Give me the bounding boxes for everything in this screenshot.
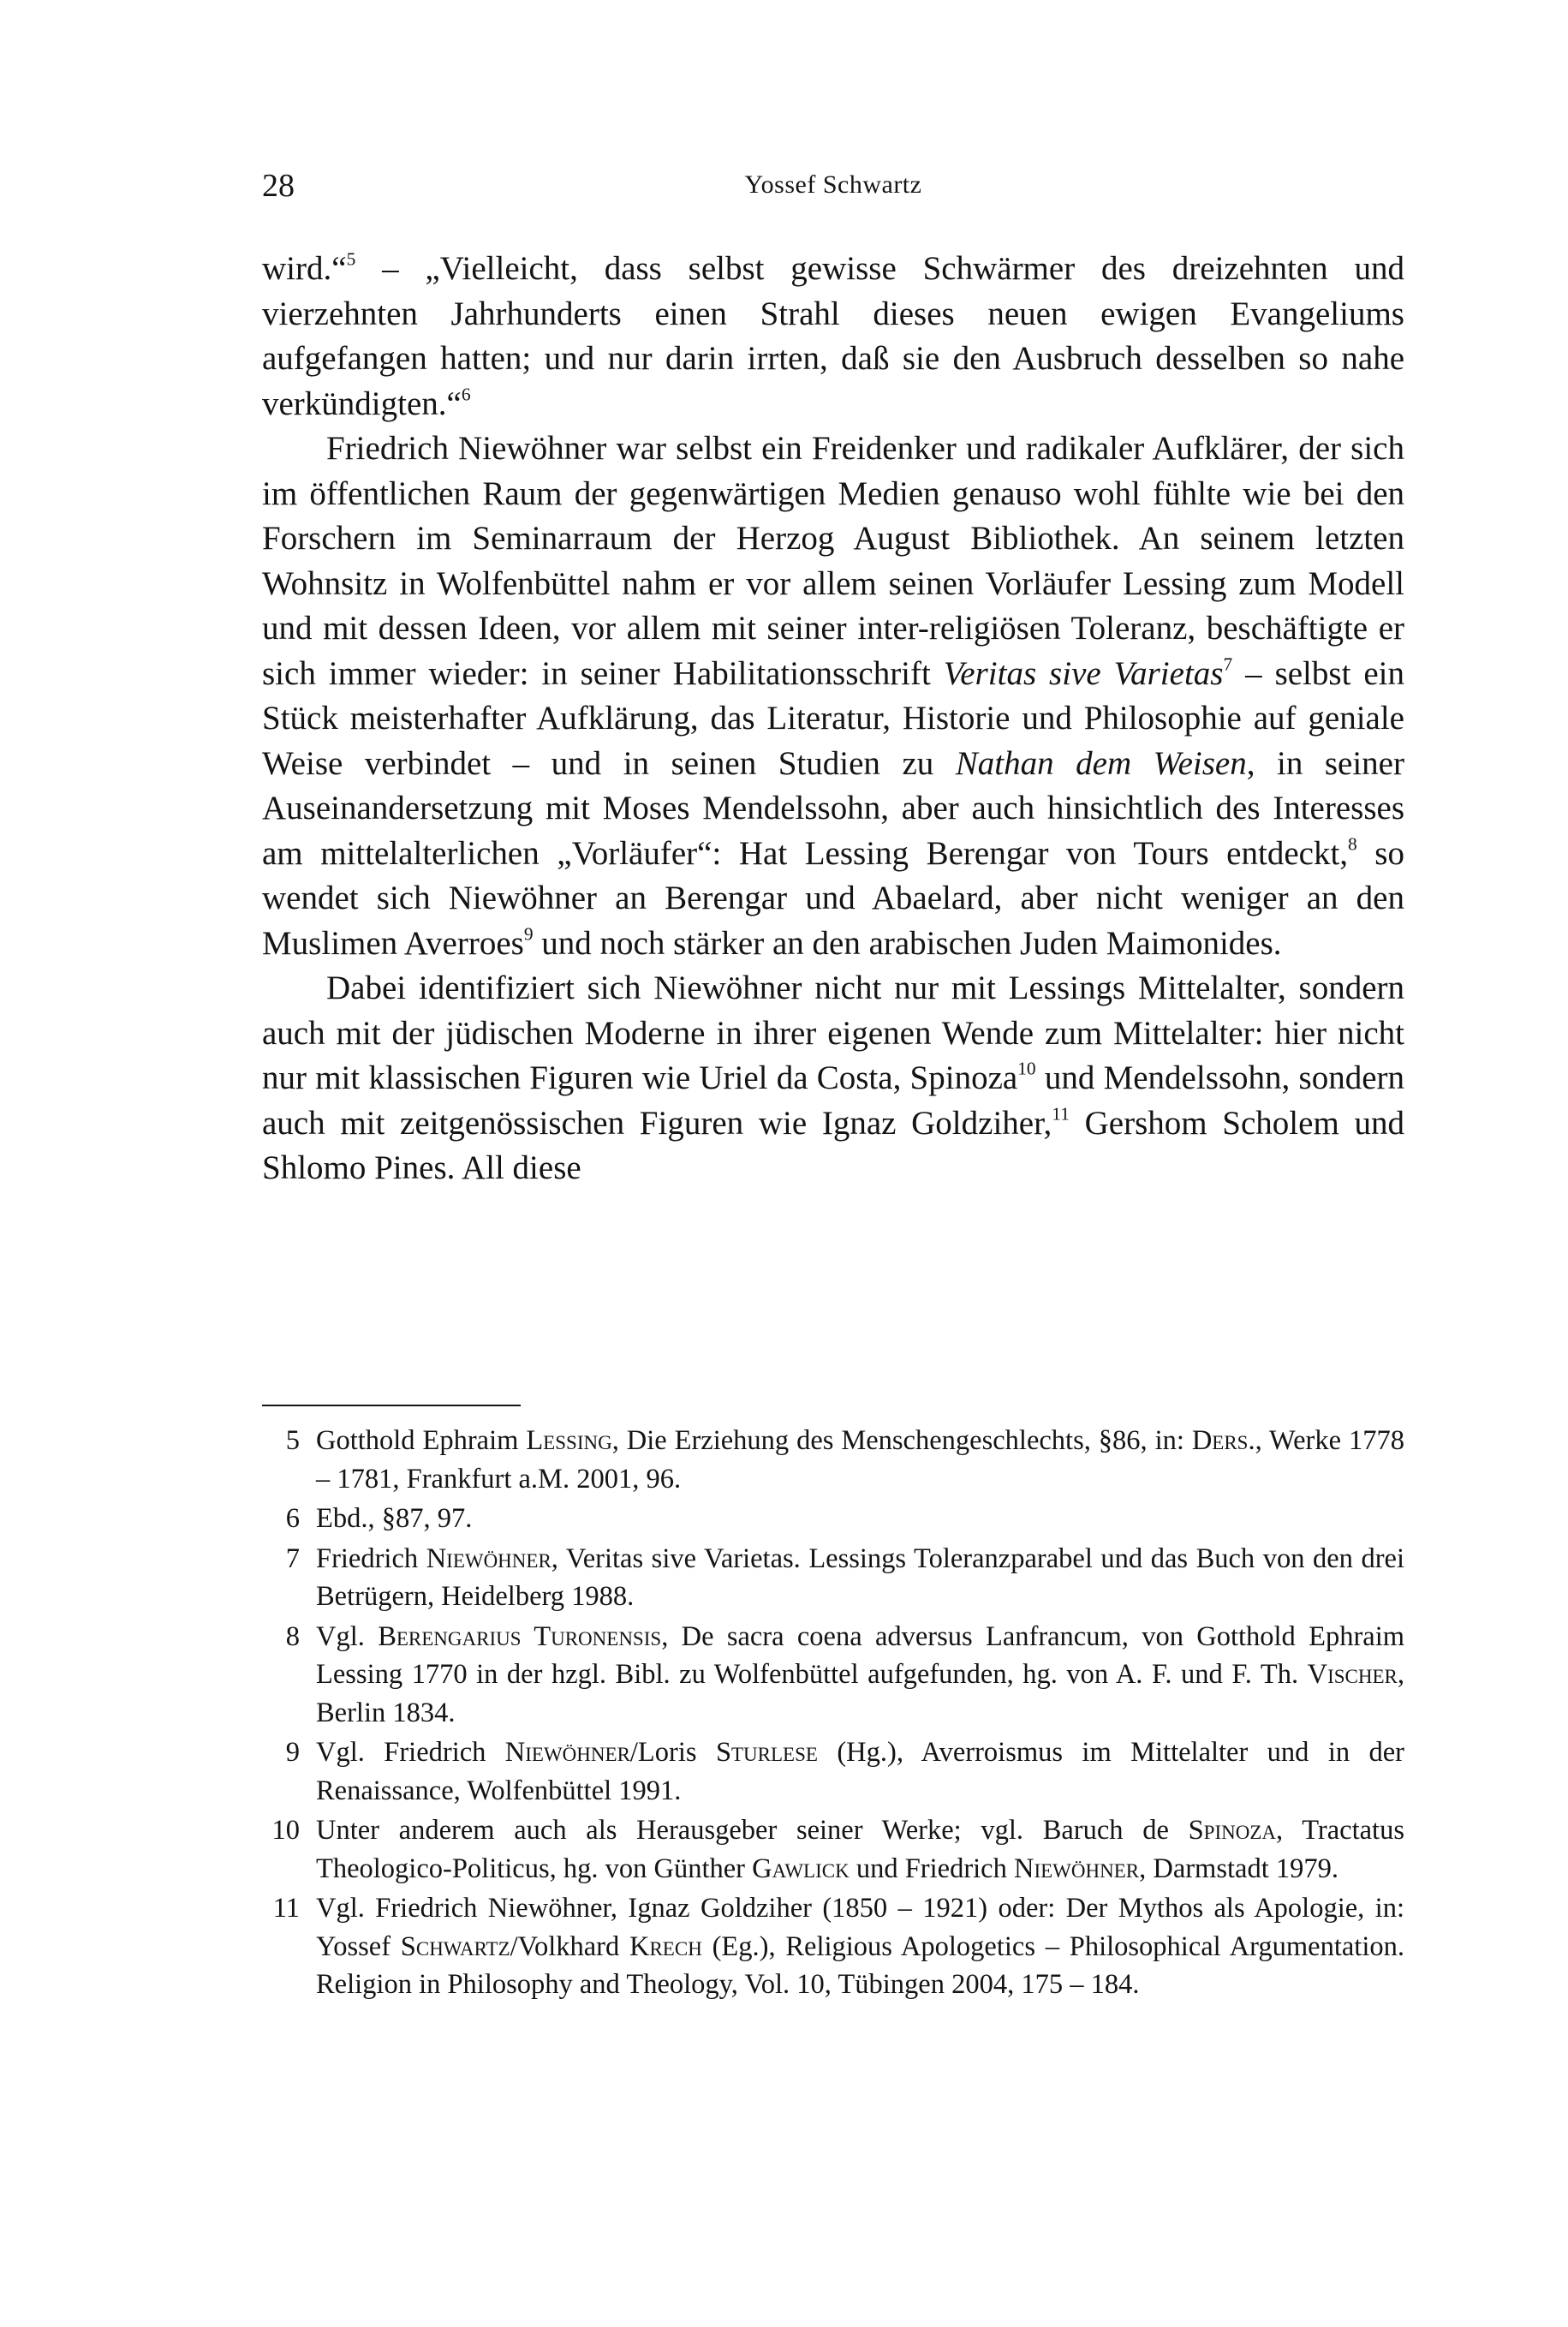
page-header [262, 167, 1404, 210]
footnote-8 [262, 1618, 1404, 1733]
author-name: Lessing [526, 1425, 612, 1456]
footnote-number: 5 [285, 1425, 300, 1456]
footnote-text: Unter anderem auch als Herausgeber seiner Werke; vgl. Baruch de Spinoza, Tractatus Theologico-Politicus, hg. von Günther Gawlick und Friedrich Niewöhner, Darmstadt 1979. [316, 1815, 1404, 1884]
author-name: Krech [629, 1930, 702, 1962]
page-number: 28 [262, 168, 295, 204]
footnote-ref-8[interactable]: 8 [1348, 832, 1357, 854]
footnote-5 [262, 1422, 1404, 1498]
author-name: Niewöhner [504, 1737, 630, 1768]
author-name: Sturlese [715, 1737, 818, 1768]
author-name: Schwartz [400, 1930, 510, 1962]
footnote-11 [262, 1889, 1404, 2004]
paragraph-2: Friedrich Niewöhner war selbst ein Freidenker und radikaler Aufklärer, der sich im öffentlichen Raum der gegenwärtigen Medien genauso wohl fühlte wie bei den Forschern im Seminarraum der Herzog August Bibliothek. An seinem letzten Wohnsitz in Wolfenbüttel nahm er vor allem seinen Vorläufer Lessing zum Modell und mit dessen Ideen, vor allem mit seiner inter-religiösen Toleranz, beschäftigte er sich immer wieder: in seiner Habilitationsschrift Veritas sive Varietas$^7$ – selbst ein Stück meisterhafter Aufklärung, das Literatur, Historie und Philosophie auf geniale Weise verbindet – und in seinen Studien zu Nathan dem Weisen, in seiner Auseinandersetzung mit Moses Mendelssohn, aber auch hinsichtlich des Interesses am mittelalterlichen „Vorläufer“: Hat Lessing Berengar von Tours entdeckt,$^8$ so wendet sich Niewöhner an Berengar und Abaelard, aber nicht weniger an den Muslimen Averroes$^9$ und noch stärker an den arabischen Juden Maimonides. [262, 430, 1404, 962]
author-name: Niewöhner [1013, 1853, 1140, 1884]
author-name: Niewöhner [426, 1542, 551, 1574]
footnote-ref-11[interactable]: 11 [1052, 1102, 1070, 1124]
footnote-ref-9[interactable]: 9 [523, 922, 534, 944]
footnotes [262, 1422, 1404, 2006]
book-title: Nathan dem Weisen [955, 744, 1247, 782]
footnote-text: Ebd., §87, 97. [316, 1503, 473, 1534]
paragraph-3: Dabei identifiziert sich Niewöhner nicht nur mit Lessings Mittelalter, sondern auch mit der jüdischen Moderne in ihrer eigenen Wende zum Mittelalter: hier nicht nur mit klassischen Figuren wie Uriel da Costa, Spinoza$^{10}$ und Mendelssohn, sondern auch mit zeitgenössischen Figuren wie Ignaz Goldziher,$^{11}$ Gershom Scholem und Shlomo Pines. All diese [262, 970, 1404, 1186]
book-title: Veritas sive Varietas [943, 654, 1224, 692]
footnote-text: Friedrich Niewöhner, Veritas sive Varietas. Lessings Toleranzparabel und das Buch von den drei Betrügern, Heidelberg 1988. [316, 1542, 1404, 1612]
footnote-ref-5[interactable]: 5 [346, 248, 356, 270]
author-name: Ders. [1191, 1425, 1255, 1456]
footnote-separator [262, 1405, 521, 1406]
footnote-number: 10 [271, 1815, 300, 1846]
footnote-7 [262, 1540, 1404, 1616]
footnote-number: 7 [285, 1542, 300, 1574]
author-name: Vischer [1307, 1659, 1398, 1690]
footnote-ref-6[interactable]: 6 [461, 383, 471, 404]
footnote-number: 9 [285, 1737, 300, 1768]
footnote-number: 11 [272, 1893, 300, 1924]
footnote-number: 8 [285, 1620, 300, 1652]
footnote-text: Vgl. Friedrich Niewöhner, Ignaz Goldziher (1850 – 1921) oder: Der Mythos als Apologie, in: Yossef Schwartz/Volkhard Krech (Eg.), Religious Apologetics – Philosophical Argumentation. Religion in Philosophy and Theology, Vol. 10, Tübingen 2004, 175 – 184. [316, 1893, 1404, 2000]
footnote-text: Gotthold Ephraim Lessing, Die Erziehung des Menschengeschlechts, §86, in: Ders., Werke 1778 – 1781, Frankfurt a.M. 2001, 96. [316, 1425, 1404, 1495]
footnote-ref-10[interactable]: 10 [1017, 1058, 1036, 1079]
footnote-10 [262, 1811, 1404, 1888]
paragraph-1: wird.“$^5$ – „Vielleicht, dass selbst gewisse Schwärmer des dreizehnten und vierzehnten Jahrhunderts einen Strahl dieses neuen ewigen Evangeliums aufgefangen hatten; und nur darin irrten, daß sie den Ausbruch desselben so nahe verkündigten.“$^6$ [262, 248, 1404, 422]
footnote-6 [262, 1500, 1404, 1538]
author-name: Berengarius Turonensis [378, 1620, 662, 1652]
running-head: Yossef Schwartz [744, 170, 922, 199]
main-text [262, 247, 1404, 1191]
author-name: Gawlick [752, 1853, 850, 1884]
footnote-number: 6 [285, 1503, 300, 1534]
footnote-text: Vgl. Berengarius Turonensis, De sacra coena adversus Lanfrancum, von Gotthold Ephraim Lessing 1770 in der hzgl. Bibl. zu Wolfenbüttel aufgefunden, hg. von A. F. und F. Th. Vischer, Berlin 1834. [316, 1620, 1405, 1728]
author-name: Spinoza [1188, 1815, 1276, 1846]
footnote-text: Vgl. Friedrich Niewöhner/Loris Sturlese (Hg.), Averroismus im Mittelalter und in der Renaissance, Wolfenbüttel 1991. [316, 1737, 1404, 1806]
footnote-9 [262, 1733, 1404, 1810]
footnote-ref-7[interactable]: 7 [1223, 653, 1233, 674]
